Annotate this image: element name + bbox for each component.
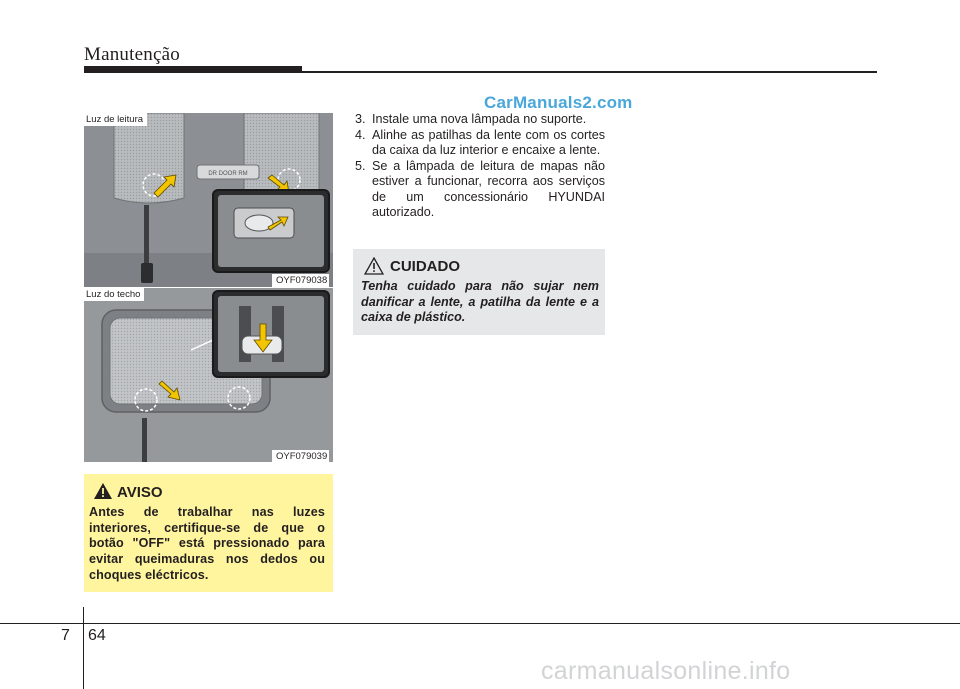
caution-triangle-icon [364,257,384,275]
caution-text: Tenha cuidado para não sujar nem danificar a lente, a patilha da lente e a caixa de plástico. [361,279,599,324]
footer-rule [0,623,960,624]
site-watermark: carmanualsonline.info [541,657,791,685]
warning-text: Antes de trabalhar nas luzes interiores, certifique-se de que o botão "OFF" está pressionado para evitar queimaduras nos dedos ou choques eléctricos. [89,505,325,582]
reading-lamp-illustration [84,113,333,287]
instruction-steps [355,112,605,221]
figure-label-ceiling-lamp: Luz do techo [84,288,144,301]
header-rule-thin [302,71,877,73]
step-text: Instale uma nova lâmpada no suporte. [372,112,587,126]
step-text: Alinhe as patilhas da lente com os cortes da caixa da luz interior e encaixe a lente. [372,127,605,157]
section-title: Manutenção [84,44,180,65]
ceiling-lamp-illustration [84,288,333,462]
page-number: 64 [88,627,106,644]
watermark-carmanuals2: CarManuals2.com [484,93,633,112]
svg-text:DR DOOR RM: DR DOOR RM [208,171,248,177]
figure-reading-lamp [84,113,333,287]
step-item [355,128,605,159]
figure-label-reading-lamp: Luz de leitura [84,113,147,126]
step-text: Se a lâmpada de leitura de mapas não estiver a funcionar, recorra aos serviços de um concessionário HYUNDAI autorizado. [372,158,605,219]
figure-code-ceiling-lamp: OYF079039 [272,450,329,463]
figure-ceiling-lamp [84,288,333,462]
step-number: 5. [355,158,366,173]
header-rule-thick [84,66,302,73]
step-item [355,112,605,128]
figure-code-reading-lamp: OYF079038 [272,274,329,287]
step-number: 3. [355,112,366,126]
step-number: 4. [355,127,366,142]
footer-divider [83,607,84,689]
warning-triangle-icon [93,482,113,500]
step-item [355,159,605,221]
caution-title: CUIDADO [390,258,460,275]
warning-title: AVISO [117,484,163,501]
chapter-number: 7 [61,627,70,644]
